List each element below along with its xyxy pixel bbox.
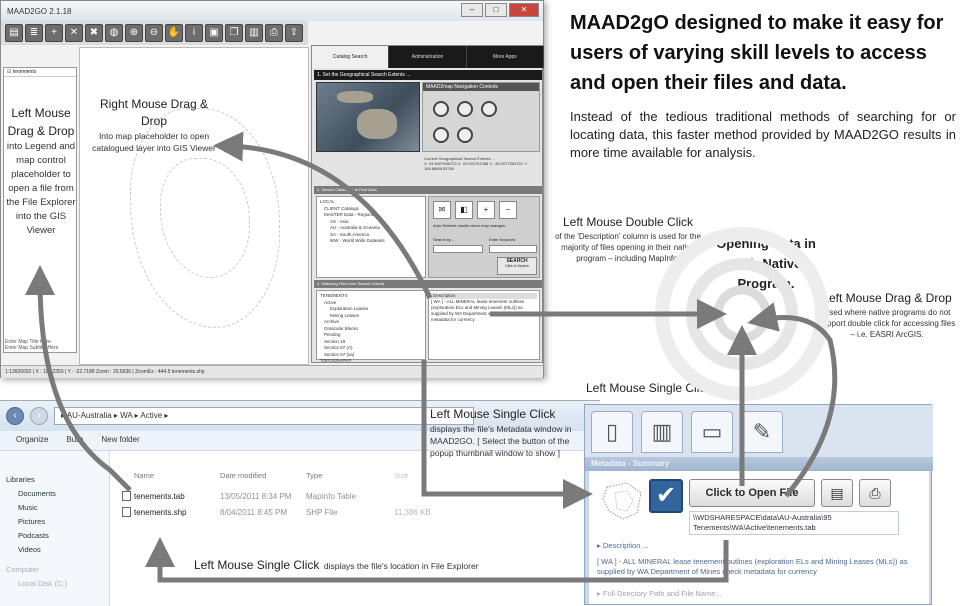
tree-node[interactable]: Graticular Blocks: [324, 325, 359, 331]
annotation-title: Left Mouse Single Click: [586, 381, 712, 395]
search-button-sub: Click to Search: [505, 264, 529, 268]
catalog-tree[interactable]: [316, 196, 426, 278]
remove-icon[interactable]: −: [499, 201, 517, 219]
open-icon[interactable]: ▤: [5, 24, 23, 42]
annotation-sub: Used where native programs do not support double click for accessing files – i.e. EASRI ArcGIS.: [818, 308, 956, 339]
tree-node[interactable]: Exploration Leases: [330, 306, 369, 311]
maad2go-window: [0, 0, 544, 378]
explorer-sidebar: [0, 451, 110, 606]
annotation-single-click-top: [586, 380, 746, 397]
column-type[interactable]: Type: [306, 471, 323, 480]
annotation-left-drag: [2, 104, 80, 238]
select-icon[interactable]: ▣: [205, 24, 223, 42]
tree-node[interactable]: TOPOGRAPHY: [320, 358, 352, 363]
search-by-label: Search by ...: [433, 237, 456, 242]
maximize-button[interactable]: □: [485, 3, 507, 17]
annotation-sub: into Legend and map control placeholder to open a file from the File Explorer into the GIS Viewer: [6, 141, 76, 236]
print-icon[interactable]: ⎙: [265, 24, 283, 42]
add-icon[interactable]: +: [477, 201, 495, 219]
search-filter-icon[interactable]: ◧: [455, 201, 473, 219]
search-by-select[interactable]: [433, 245, 483, 253]
sidebar-item-documents[interactable]: Documents: [18, 489, 56, 498]
zoom-extent-icon[interactable]: [457, 127, 473, 143]
catalog-tabs: [312, 46, 544, 68]
legend-item[interactable]: ☑ tenements: [4, 68, 76, 77]
tab-catalog-search[interactable]: Catalog Search: [312, 46, 389, 68]
step-1-title: 1. Set the Geographical Search Extents ...: [314, 70, 542, 80]
sidebar-item-videos[interactable]: Videos: [18, 545, 41, 554]
folder-icon[interactable]: ▤: [821, 479, 853, 507]
check-icon[interactable]: ✔: [649, 479, 683, 513]
export-icon[interactable]: ⇪: [285, 24, 303, 42]
extents-values: X: 94.5497836723 X: 22.091751288 Y: -49.2077363701 Y: 165.8889153764: [424, 161, 528, 171]
tab-more-apps[interactable]: More Apps: [467, 46, 544, 68]
map-title-fields[interactable]: [5, 339, 75, 351]
annotation-title: Left Mouse Single Click: [194, 558, 320, 572]
column-size[interactable]: Size: [394, 471, 409, 480]
organize-button[interactable]: Organize: [16, 435, 49, 444]
intro-text: Instead of the tedious traditional methods of searching for or locating data, this faster method provided by MAAD2GO results in more time available for analysis.: [570, 109, 956, 160]
image-tab-icon[interactable]: ▭: [691, 411, 733, 453]
auto-refresh-label[interactable]: Auto Refresh results when map changes: [433, 223, 506, 228]
annotation-single-click-metadata: [430, 406, 576, 459]
new-folder-button[interactable]: New folder: [101, 435, 140, 444]
annotation-title: Right Mouse Drag & Drop: [99, 97, 209, 128]
copy-icon[interactable]: ❐: [225, 24, 243, 42]
back-icon[interactable]: ‹: [6, 407, 24, 425]
mapinfo-file-icon: [122, 491, 131, 501]
annotation-single-click-explorer: [194, 556, 614, 574]
tree-node[interactable]: Section 57 (sa): [324, 351, 355, 357]
address-bar[interactable]: ▸ AU-Australia ▸ WA ▸ Active ▸: [54, 407, 474, 425]
close-button[interactable]: ✕: [509, 3, 539, 17]
thumbnail-map[interactable]: [597, 479, 647, 523]
zoom-full-icon[interactable]: [481, 101, 497, 117]
file-size: 11,386 KB: [394, 507, 431, 517]
annotation-title: Left Mouse Double Click: [562, 215, 694, 229]
pan-icon[interactable]: ✋: [165, 24, 183, 42]
navigation-controls: [422, 82, 540, 152]
column-name[interactable]: Name: [134, 471, 155, 480]
tree-node[interactable]: Mining Leases: [330, 312, 360, 318]
layers-icon[interactable]: ≣: [25, 24, 43, 42]
annotation-sub: displays the file's location in File Explorer: [323, 561, 479, 571]
map-placeholder[interactable]: [79, 47, 309, 365]
zoom-out-icon[interactable]: ⊖: [145, 24, 163, 42]
tree-node[interactable]: LOCAL: [320, 199, 335, 204]
tree-node[interactable]: Pending: [324, 332, 341, 337]
remove-layer-icon[interactable]: ✕: [65, 24, 83, 42]
save-icon[interactable]: ▥: [245, 24, 263, 42]
description-heading: ▸ Description ...: [597, 541, 649, 550]
tree-node[interactable]: Section 19: [324, 338, 346, 344]
map-title-field[interactable]: Enter Map Title Here: [5, 339, 51, 345]
burn-button[interactable]: Burn: [66, 435, 84, 444]
window-controls: [461, 3, 539, 17]
open-file-button[interactable]: Click to Open File: [689, 479, 815, 507]
edit-tab-icon[interactable]: ✎: [741, 411, 783, 453]
catalog-panel: [311, 45, 543, 363]
full-directory-heading: ▸ Full Directory Path and File Name...: [597, 589, 722, 598]
zoom-out-icon[interactable]: [457, 101, 473, 117]
tree-node[interactable]: AS - Asia: [330, 218, 349, 224]
annotation-title: Left Mouse Single Click: [430, 407, 556, 421]
tree-node[interactable]: SA - South America: [330, 231, 370, 237]
annotation-sub: Into map placeholder to open catalogued layer into GIS Viewer: [92, 131, 216, 153]
headline: MAAD2gO designed to make it easy for users of varying skill levels to access and open their files and data.: [570, 12, 944, 94]
file-type: MapInfo Table: [306, 491, 357, 501]
tree-node[interactable]: AU - Australia & Oceania: [330, 225, 380, 230]
metadata-summary-bar: Metadata - Summary: [585, 457, 933, 471]
globe-icon[interactable]: ◍: [105, 24, 123, 42]
print-icon[interactable]: ⎙: [859, 479, 891, 507]
sidebar-item-podcasts[interactable]: Podcasts: [18, 531, 49, 540]
column-headers: [112, 471, 592, 485]
tree-node[interactable]: TENEMENTS: [320, 293, 348, 298]
sidebar-item-libraries[interactable]: Libraries: [6, 475, 35, 484]
file-path: \\WDSHARESPACE\data\AU-Australia\95 Tenements\WA\Active\tenements.tab: [689, 511, 899, 535]
annotation-open-native: Opening Data in their Native Program.: [716, 236, 816, 291]
metadata-tabs: [585, 405, 933, 457]
tree-node[interactable]: MASTER Data - Regional: [324, 212, 376, 217]
overview-map[interactable]: [316, 82, 420, 152]
tab-administration[interactable]: Administration: [389, 46, 466, 68]
legend-item-label: tenements: [12, 69, 37, 75]
map-toolbar: [1, 21, 308, 45]
tree-node[interactable]: Active: [324, 299, 337, 305]
file-date: 8/04/2011 8:45 PM: [220, 507, 288, 517]
minimize-button[interactable]: –: [461, 3, 483, 17]
metadata-body: [589, 471, 929, 604]
description-header: Description: [431, 293, 537, 299]
shp-file-icon: [122, 507, 131, 517]
annotation-sub: displays the file's Metadata window in MAAD2GO. [ Select the button of the popup thumbnail window to show ]: [430, 424, 572, 458]
annotation-title: Left Mouse Drag & Drop: [7, 106, 75, 138]
description-column[interactable]: [428, 290, 540, 360]
extents-title: Current Geographical Search Extents ...: [424, 156, 495, 161]
sidebar-item-music[interactable]: Music: [18, 503, 38, 512]
description-text[interactable]: [ WA ] - ALL MINERAL lease tenement outlines (exploration ELs and Mining Leases (MLs)) as supplied by WA Department of Mines check metadata for currency: [431, 299, 525, 322]
tree-node[interactable]: WW - World Wide Datasets: [330, 238, 385, 243]
search-button[interactable]: [497, 257, 537, 275]
chart-tab-icon[interactable]: ▥: [641, 411, 683, 453]
zoom-in-icon[interactable]: ⊕: [125, 24, 143, 42]
sidebar-item-pictures[interactable]: Pictures: [18, 517, 46, 526]
annotation-title: Left Mouse Drag & Drop: [822, 291, 952, 305]
document-tab-icon[interactable]: ▯: [591, 411, 633, 453]
file-row[interactable]: [112, 489, 592, 503]
file-name[interactable]: tenements.tab: [134, 491, 185, 501]
tree-node[interactable]: Section 57 (A): [324, 345, 353, 350]
status-bar: 1:13926692 | X : 114.2350 | Y : -22.7188 Zoom : 29.6636 | ZoomEx : 444.5 tenements.shp: [1, 365, 543, 378]
step-3-title: 3. Matching Files from Search Criteria: [314, 280, 542, 288]
tree-node[interactable]: Archive: [324, 319, 340, 324]
breadcrumb-item[interactable]: AU-Australia: [66, 411, 112, 420]
zoom-in-icon[interactable]: [433, 101, 449, 117]
description-heading-label: Description ...: [602, 541, 649, 550]
file-name[interactable]: tenements.shp: [134, 507, 187, 517]
step-2-title: 2. Search Catalog(s) to Find Data: [314, 186, 542, 194]
annotation-sub: of the 'Description' column is used for the majority of files opening in their native program – including MapInfo.: [555, 232, 701, 263]
australia-shape: [357, 109, 397, 139]
info-icon[interactable]: i: [185, 24, 203, 42]
keyword-label: Enter Keyword: [489, 237, 516, 242]
results-tree[interactable]: [316, 290, 426, 363]
annotation-arcgis-drag: [818, 290, 956, 340]
search-extents: [422, 154, 540, 182]
window-title: MAAD2GO 2.1.18: [1, 1, 543, 21]
search-button-label: SEARCH: [506, 258, 528, 264]
map-subtitle-field[interactable]: Enter Map Subtitle Here: [5, 345, 59, 351]
sidebar-item-local-disk[interactable]: Local Disk (C:): [18, 579, 68, 588]
annotation-double-click: [548, 214, 708, 264]
annotation-right-drag: [92, 96, 216, 154]
breadcrumb-item[interactable]: Active: [140, 411, 163, 420]
zoom-select-icon[interactable]: [433, 127, 449, 143]
file-row[interactable]: [112, 505, 592, 519]
keyword-input[interactable]: [489, 245, 537, 253]
description-text[interactable]: [ WA ] - ALL MINERAL lease tenement outlines (exploration ELs and Mining Leases (MLs)) as supplied by WA Department of Mines check metadata for currency: [597, 557, 908, 576]
file-date: 13/05/2011 8:34 PM: [220, 491, 292, 501]
delete-icon[interactable]: ✖: [85, 24, 103, 42]
add-layer-icon[interactable]: +: [45, 24, 63, 42]
metadata-panel: [584, 404, 932, 605]
forward-icon[interactable]: ›: [30, 407, 48, 425]
column-date[interactable]: Date modified: [220, 471, 267, 480]
asia-shape: [337, 91, 373, 103]
nav-controls-title: MAAD2map Navigation Controls: [423, 83, 539, 91]
search-folder-icon[interactable]: ✉: [433, 201, 451, 219]
file-type: SHP File: [306, 507, 338, 517]
search-options: [428, 196, 540, 278]
breadcrumb-item[interactable]: WA: [120, 411, 133, 420]
sidebar-item-computer[interactable]: Computer: [6, 565, 39, 574]
full-directory-label: Full Directory Path and File Name...: [602, 589, 722, 598]
tree-node[interactable]: CLIENT Catalogs: [324, 205, 359, 211]
